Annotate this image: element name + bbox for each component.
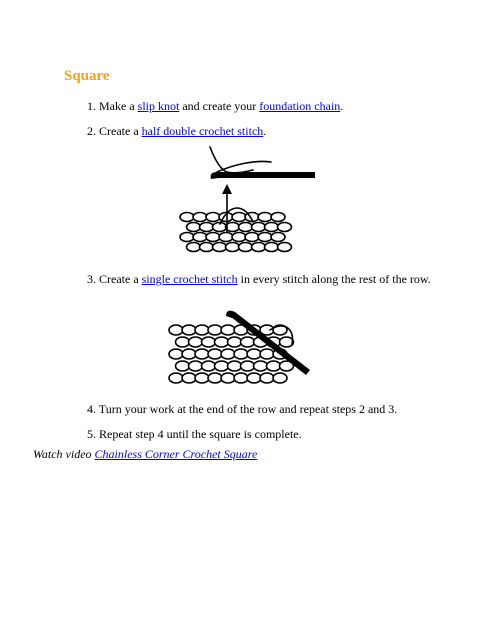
stitch-loop	[260, 373, 274, 383]
stitch-loop	[234, 373, 248, 383]
stitch-loop	[176, 337, 190, 347]
stitch-loop	[273, 373, 287, 383]
stitch-loop	[239, 243, 253, 252]
stitch-loop	[226, 243, 240, 252]
stitch-loop	[234, 349, 248, 359]
step-1-suffix: .	[340, 99, 344, 113]
stitch-loop	[208, 349, 222, 359]
stitch-loop	[215, 361, 229, 371]
stitch-loop	[232, 233, 246, 242]
step-3	[87, 272, 431, 287]
stitch-loop	[271, 213, 285, 222]
slip-knot-link[interactable]: slip knot	[137, 99, 180, 113]
stitch-loop	[202, 337, 216, 347]
hook-shaft	[217, 172, 315, 178]
step-2-prefix: 2. Create a	[87, 124, 142, 138]
stitch-loop	[221, 325, 235, 335]
step-2	[87, 124, 266, 139]
stitch-loop	[189, 337, 203, 347]
stitch-loop	[265, 223, 279, 232]
stitch-loop	[206, 233, 220, 242]
stitch-loop	[202, 361, 216, 371]
stitch-loop	[260, 349, 274, 359]
step-1-prefix: 1. Make a	[87, 99, 138, 113]
half-double-crochet-illustration	[175, 142, 325, 254]
stitch-loop	[278, 223, 292, 232]
stitch-loop	[241, 337, 255, 347]
stitch-loop	[280, 337, 294, 347]
stitch-loop	[258, 213, 272, 222]
watch-video-prefix: Watch video	[33, 447, 95, 461]
stitch-loop	[200, 223, 214, 232]
stitch-loop	[180, 233, 194, 242]
video-link[interactable]: Chainless Corner Crochet Square	[94, 447, 258, 461]
stitch-loop	[187, 243, 201, 252]
stitch-loop	[195, 325, 209, 335]
stitch-loop	[195, 349, 209, 359]
stitch-loop	[208, 325, 222, 335]
watch-video	[33, 447, 257, 462]
stitch-loop	[189, 361, 203, 371]
stitch-loop	[271, 233, 285, 242]
stitch-loop	[206, 213, 220, 222]
step-4: 4. Turn your work at the end of the row and repeat steps 2 and 3.	[87, 402, 398, 416]
step-1-mid: and create your	[179, 99, 260, 113]
stitch-loop	[247, 373, 261, 383]
stitch-loop	[213, 243, 227, 252]
stitch-loop	[252, 223, 266, 232]
stitch-loop	[265, 243, 279, 252]
stitch-loop	[252, 243, 266, 252]
stitch-loop	[180, 213, 194, 222]
stitch-loop	[219, 233, 233, 242]
stitch-loop	[267, 361, 281, 371]
stitch-loop	[278, 243, 292, 252]
step-2-suffix: .	[263, 124, 267, 138]
yarn-strand	[210, 147, 253, 173]
step-5: 5. Repeat step 4 until the square is complete.	[87, 427, 302, 441]
stitch-loop	[239, 223, 253, 232]
stitch-loop	[176, 361, 190, 371]
stitch-loop	[245, 233, 259, 242]
stitch-loop	[182, 373, 196, 383]
stitch-loop	[215, 337, 229, 347]
stitch-loop	[169, 349, 183, 359]
stitch-loop	[193, 233, 207, 242]
stitch-loop	[182, 325, 196, 335]
stitch-loop	[254, 361, 268, 371]
stitch-loop	[221, 349, 235, 359]
stitch-loop	[187, 223, 201, 232]
stitch-loop	[169, 373, 183, 383]
stitch-loop	[200, 243, 214, 252]
stitch-loop	[247, 349, 261, 359]
stitch-loop	[221, 373, 235, 383]
stitch-loop	[228, 337, 242, 347]
stitch-loop	[193, 213, 207, 222]
single-crochet-illustration	[160, 302, 315, 394]
stitch-loop	[208, 373, 222, 383]
stitch-loop	[228, 361, 242, 371]
step-3-prefix: 3. Create a	[87, 272, 142, 286]
stitch-loop	[258, 233, 272, 242]
stitch-loop	[241, 361, 255, 371]
stitch-loop	[169, 325, 183, 335]
single-crochet-link[interactable]: single crochet stitch	[141, 272, 238, 286]
foundation-chain-link[interactable]: foundation chain	[259, 99, 341, 113]
stitch-loop	[182, 349, 196, 359]
section-heading: Square	[64, 68, 110, 84]
step-1	[87, 99, 343, 114]
stitch-loop	[232, 213, 246, 222]
stitch-loop	[195, 373, 209, 383]
half-double-crochet-link[interactable]: half double crochet stitch	[141, 124, 264, 138]
step-3-suffix: in every stitch along the rest of the row.	[237, 272, 431, 286]
arrow-head	[222, 184, 232, 194]
